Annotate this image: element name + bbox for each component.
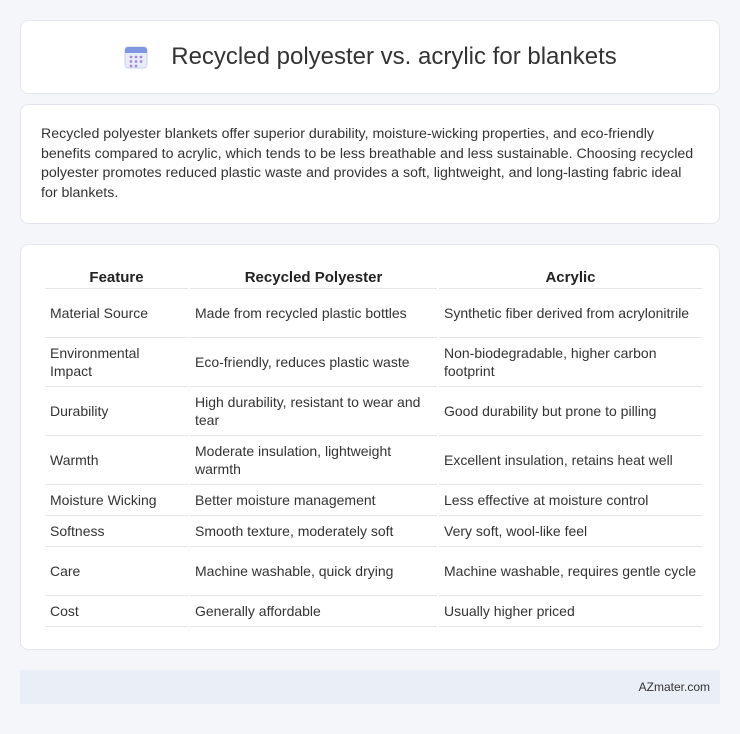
- feature-cell: Environmental Impact: [45, 338, 188, 387]
- feature-cell: Care: [45, 547, 188, 596]
- table-row: [45, 485, 702, 516]
- table-header-row: [45, 265, 702, 289]
- feature-cell: Softness: [45, 516, 188, 547]
- feature-cell: Material Source: [45, 289, 188, 338]
- header-acrylic: Acrylic: [439, 265, 702, 289]
- feature-cell: Moisture Wicking: [45, 485, 188, 516]
- polyester-cell: Generally affordable: [190, 596, 437, 627]
- polyester-cell: Made from recycled plastic bottles: [190, 289, 437, 338]
- polyester-cell: Machine washable, quick drying: [190, 547, 437, 596]
- table-row: [45, 387, 702, 436]
- comparison-table: [43, 265, 704, 627]
- acrylic-cell: Non-biodegradable, higher carbon footprint: [439, 338, 702, 387]
- polyester-cell: Better moisture management: [190, 485, 437, 516]
- acrylic-cell: Machine washable, requires gentle cycle: [439, 547, 702, 596]
- feature-cell: Cost: [45, 596, 188, 627]
- acrylic-cell: Usually higher priced: [439, 596, 702, 627]
- table-row: [45, 547, 702, 596]
- table-row: [45, 338, 702, 387]
- table-row: [45, 596, 702, 627]
- acrylic-cell: Good durability but prone to pilling: [439, 387, 702, 436]
- intro-text: Recycled polyester blankets offer superior durability, moisture-wicking properties, and eco-friendly benefits compared to acrylic, which tends to be less breathable and less sustainable. Choosing recycled polyester promotes reduced plastic waste and provides a soft, lightweight, and long-lasting fabric ideal for blankets.: [41, 126, 694, 201]
- acrylic-cell: Less effective at moisture control: [439, 485, 702, 516]
- polyester-cell: Smooth texture, moderately soft: [190, 516, 437, 547]
- acrylic-cell: Synthetic fiber derived from acrylonitrile: [439, 289, 702, 338]
- acrylic-cell: Excellent insulation, retains heat well: [439, 436, 702, 485]
- footer: [20, 670, 720, 704]
- calendar-icon: [123, 44, 149, 70]
- title-card: [20, 20, 720, 94]
- footer-link[interactable]: AZmater.com: [638, 680, 710, 694]
- table-row: [45, 436, 702, 485]
- acrylic-cell: Very soft, wool-like feel: [439, 516, 702, 547]
- comparison-card: [20, 244, 720, 650]
- header-recycled-polyester: Recycled Polyester: [190, 265, 437, 289]
- polyester-cell: Moderate insulation, lightweight warmth: [190, 436, 437, 485]
- page-title: Recycled polyester vs. acrylic for blankets: [171, 43, 617, 70]
- header-feature: Feature: [45, 265, 188, 289]
- polyester-cell: Eco-friendly, reduces plastic waste: [190, 338, 437, 387]
- table-row: [45, 289, 702, 338]
- feature-cell: Warmth: [45, 436, 188, 485]
- polyester-cell: High durability, resistant to wear and tear: [190, 387, 437, 436]
- table-row: [45, 516, 702, 547]
- feature-cell: Durability: [45, 387, 188, 436]
- intro-card: [20, 104, 720, 224]
